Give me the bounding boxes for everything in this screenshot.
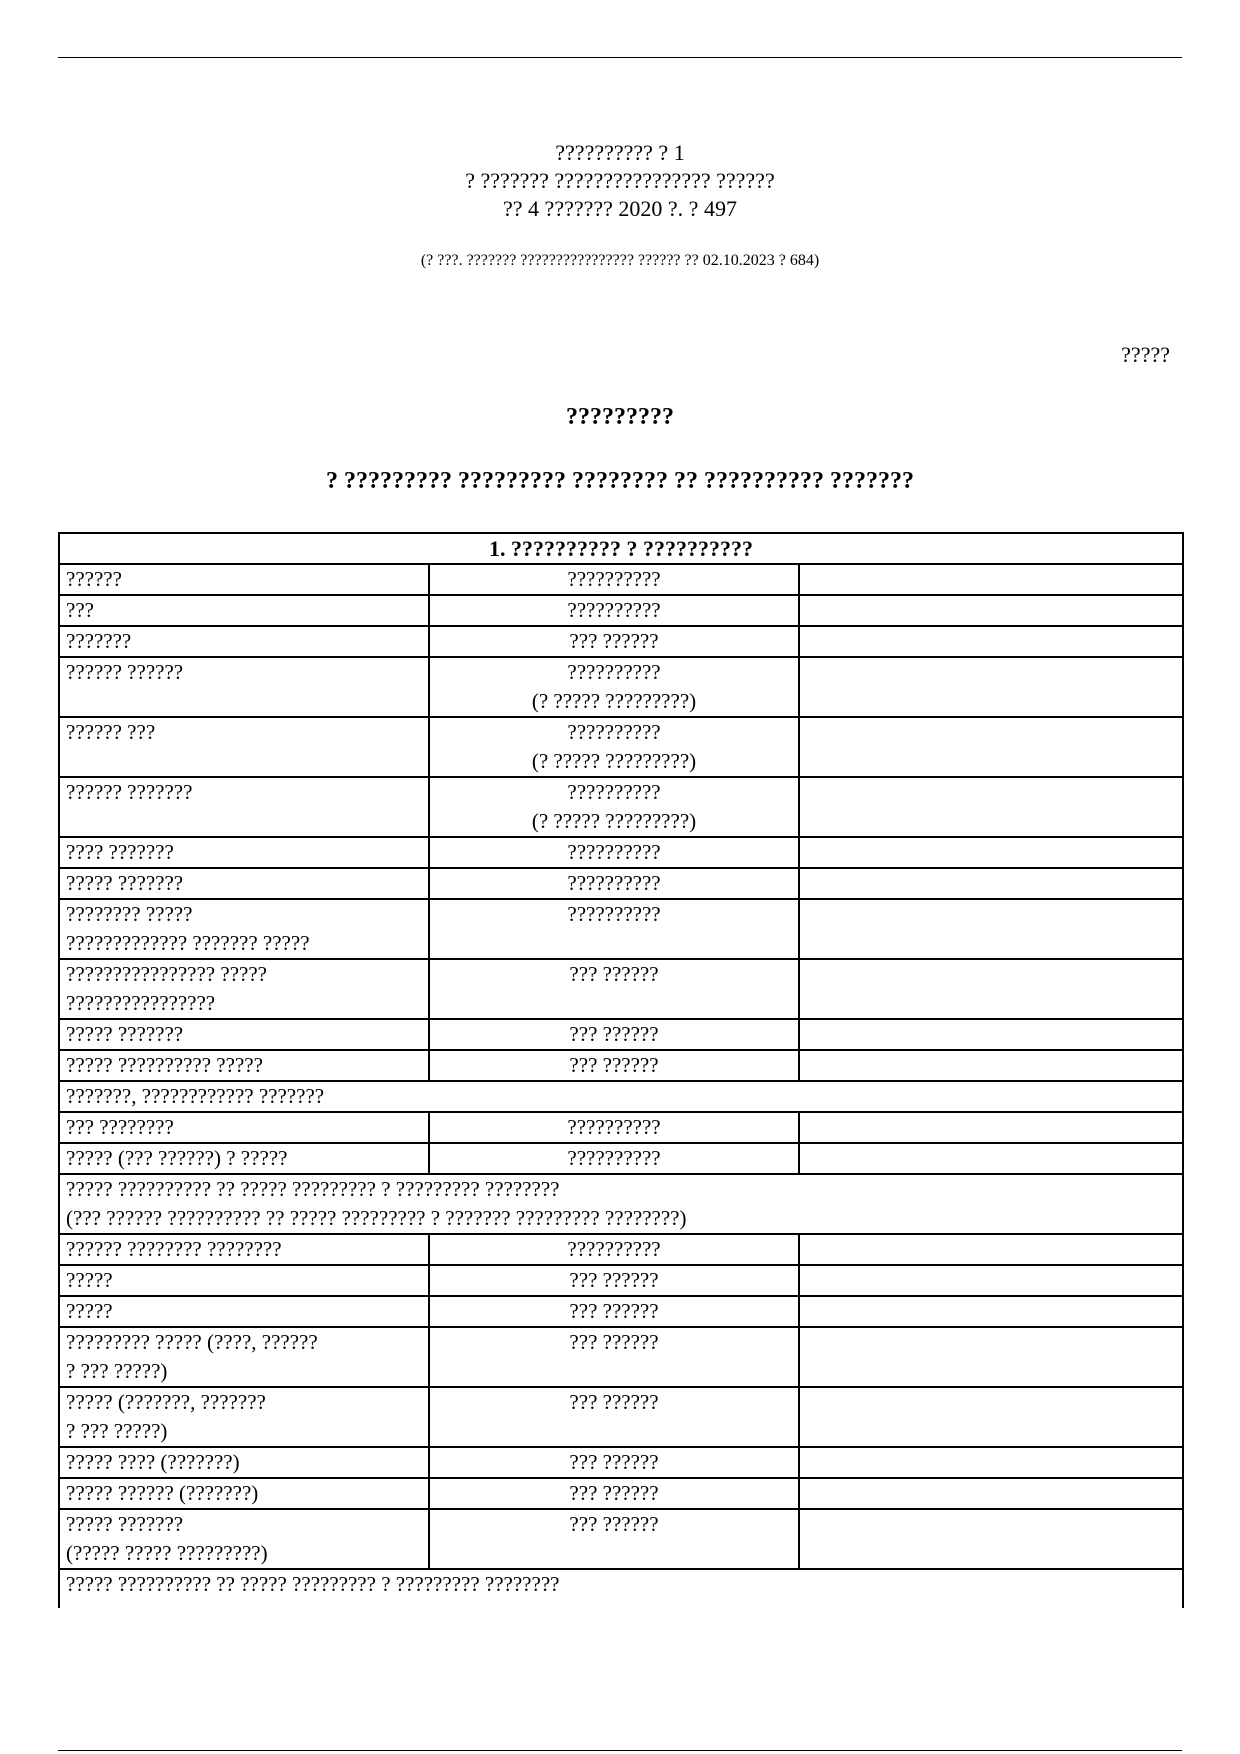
cell-line: ? ??? ?????)	[66, 1419, 168, 1443]
field-label-cell	[59, 1327, 429, 1387]
group-cell	[59, 1081, 1183, 1112]
cell-line: ??????????	[567, 1115, 661, 1139]
entry-cell[interactable]	[799, 595, 1183, 626]
requirement-cell	[429, 657, 799, 717]
requirement-cell	[429, 1387, 799, 1447]
entry-cell[interactable]	[799, 1112, 1183, 1143]
cell-line: (????? ????? ?????????)	[66, 1541, 268, 1565]
cell-line: ?????? ???????? ????????	[66, 1237, 282, 1261]
requirement-cell	[429, 777, 799, 837]
group-cell	[59, 1569, 1183, 1608]
requirement-cell	[429, 595, 799, 626]
order-date-number: ?? 4 ??????? 2020 ?. ? 497	[503, 196, 737, 221]
cell-line: ??????????	[567, 598, 661, 622]
field-label-cell	[59, 1296, 429, 1327]
cell-line: ???????	[66, 629, 132, 653]
cell-line: ????????????????	[66, 991, 216, 1015]
requirement-cell	[429, 717, 799, 777]
cell-line: ??????????	[567, 1237, 661, 1261]
requirement-cell	[429, 868, 799, 899]
cell-line: ???	[66, 598, 94, 622]
field-label-cell	[59, 868, 429, 899]
requirement-cell	[429, 1234, 799, 1265]
field-label-cell	[59, 626, 429, 657]
cell-line: ???? ???????	[66, 840, 174, 864]
cell-line: ??? ??????	[569, 1450, 659, 1474]
info-table	[58, 532, 1184, 1608]
cell-line: ??????????	[567, 902, 661, 926]
section-header: 1. ?????????? ? ??????????	[59, 533, 1183, 564]
requirement-cell	[429, 1447, 799, 1478]
table-row	[59, 1296, 1183, 1327]
entry-cell[interactable]	[799, 1447, 1183, 1478]
cell-line: ??? ??????	[569, 1330, 659, 1354]
cell-line: ??????????	[567, 871, 661, 895]
cell-line: ????? ?????????? ?? ????? ????????? ? ????????? ????????	[66, 1177, 560, 1201]
field-label-cell	[59, 899, 429, 959]
cell-line: ??? ??????	[569, 1481, 659, 1505]
cell-line: (? ????? ?????????)	[531, 749, 697, 773]
top-rule	[58, 57, 1182, 58]
table-row	[59, 1509, 1183, 1569]
table-row	[59, 868, 1183, 899]
cell-line: ????? ?????????? ?? ????? ????????? ? ????????? ????????	[66, 1572, 560, 1596]
cell-line: ?????? ???????	[66, 780, 193, 804]
entry-cell[interactable]	[799, 564, 1183, 595]
field-label-cell	[59, 1050, 429, 1081]
entry-cell[interactable]	[799, 837, 1183, 868]
cell-line: ????? (??? ??????) ? ?????	[66, 1146, 288, 1170]
cell-line: ????? ?????? (???????)	[66, 1481, 259, 1505]
requirement-cell	[429, 959, 799, 1019]
cell-line: ??? ??????	[569, 1299, 659, 1323]
requirement-cell	[429, 1327, 799, 1387]
cell-line: ??? ??????	[569, 1022, 659, 1046]
field-label-cell	[59, 1019, 429, 1050]
entry-cell[interactable]	[799, 777, 1183, 837]
field-label-cell	[59, 959, 429, 1019]
form-label: ?????	[1121, 342, 1170, 367]
document-subtitle: ? ????????? ????????? ???????? ?? ?????????? ???????	[326, 468, 914, 494]
field-label-cell	[59, 1112, 429, 1143]
table-row	[59, 564, 1183, 595]
cell-line: ?????? ???	[66, 720, 156, 744]
table-row	[59, 1327, 1183, 1387]
table-row	[59, 1050, 1183, 1081]
requirement-cell	[429, 837, 799, 868]
requirement-cell	[429, 1143, 799, 1174]
entry-cell[interactable]	[799, 1296, 1183, 1327]
requirement-cell	[429, 626, 799, 657]
table-group-row	[59, 1569, 1183, 1608]
table-group-row	[59, 1081, 1183, 1112]
cell-line: (? ????? ?????????)	[531, 689, 697, 713]
cell-line: ???????????????? ?????	[66, 962, 267, 986]
cell-line: ???????, ???????????? ???????	[66, 1084, 325, 1108]
entry-cell[interactable]	[799, 1019, 1183, 1050]
cell-line: ?????	[66, 1299, 113, 1323]
requirement-cell	[429, 1019, 799, 1050]
entry-cell[interactable]	[799, 1050, 1183, 1081]
entry-cell[interactable]	[799, 1478, 1183, 1509]
field-label-cell	[59, 1478, 429, 1509]
cell-line: ??????????	[567, 1146, 661, 1170]
cell-line: ??? ??????	[569, 1268, 659, 1292]
cell-line: ??? ??????	[569, 1390, 659, 1414]
cell-line: (? ????? ?????????)	[531, 809, 697, 833]
requirement-cell	[429, 1296, 799, 1327]
field-label-cell	[59, 717, 429, 777]
cell-line: ???????? ?????	[66, 902, 193, 926]
cell-line: ??????????	[567, 660, 661, 684]
requirement-cell	[429, 1050, 799, 1081]
table-row	[59, 1478, 1183, 1509]
requirement-cell	[429, 1478, 799, 1509]
table-row	[59, 777, 1183, 837]
table-row	[59, 1447, 1183, 1478]
cell-line: ??? ??????	[569, 629, 659, 653]
requirement-cell	[429, 899, 799, 959]
entry-cell[interactable]	[799, 1327, 1183, 1387]
requirement-cell	[429, 564, 799, 595]
entry-cell[interactable]	[799, 1234, 1183, 1265]
table-row	[59, 1265, 1183, 1296]
field-label-cell	[59, 1234, 429, 1265]
table-row	[59, 626, 1183, 657]
field-label-cell	[59, 595, 429, 626]
entry-cell[interactable]	[799, 959, 1183, 1019]
cell-line: (??? ?????? ?????????? ?? ????? ????????? ? ??????? ????????? ????????)	[66, 1206, 687, 1230]
table-row	[59, 1143, 1183, 1174]
cell-line: ????? ?????????? ?????	[66, 1053, 263, 1077]
table-row	[59, 837, 1183, 868]
field-label-cell	[59, 1265, 429, 1296]
field-label-cell	[59, 1509, 429, 1569]
cell-line: ????????? ????? (????, ??????	[66, 1330, 318, 1354]
cell-line: ????? ???????	[66, 1512, 184, 1536]
cell-line: ??? ??????	[569, 1512, 659, 1536]
field-label-cell	[59, 777, 429, 837]
table-group-row	[59, 1174, 1183, 1234]
cell-line: ??? ??????	[569, 962, 659, 986]
cell-line: ??????????	[567, 567, 661, 591]
entry-cell[interactable]	[799, 1387, 1183, 1447]
cell-line: ????? ???? (???????)	[66, 1450, 240, 1474]
entry-cell[interactable]	[799, 1265, 1183, 1296]
amendment-note: (? ???. ??????? ???????????????? ?????? ?? 02.10.2023 ? 684)	[420, 252, 820, 269]
table-row	[59, 657, 1183, 717]
table-row	[59, 899, 1183, 959]
bottom-rule	[58, 1750, 1182, 1751]
table-row	[59, 1387, 1183, 1447]
entry-cell[interactable]	[799, 1509, 1183, 1569]
group-cell	[59, 1174, 1183, 1234]
field-label-cell	[59, 837, 429, 868]
entry-cell[interactable]	[799, 657, 1183, 717]
cell-line: ? ??? ?????)	[66, 1359, 168, 1383]
field-label-cell	[59, 1447, 429, 1478]
entry-cell[interactable]	[799, 626, 1183, 657]
field-label-cell	[59, 564, 429, 595]
cell-line: ??????????	[567, 840, 661, 864]
cell-line: ??????????	[567, 720, 661, 744]
entry-cell[interactable]	[799, 868, 1183, 899]
entry-cell[interactable]	[799, 717, 1183, 777]
requirement-cell	[429, 1112, 799, 1143]
cell-line: ????? ???????	[66, 1022, 184, 1046]
requirement-cell	[429, 1509, 799, 1569]
cell-line: ????? ???????	[66, 871, 184, 895]
appendix-number: ?????????? ? 1	[555, 140, 685, 165]
requirement-cell	[429, 1265, 799, 1296]
table-row	[59, 1112, 1183, 1143]
table-row	[59, 1234, 1183, 1265]
entry-cell[interactable]	[799, 899, 1183, 959]
table-row	[59, 1019, 1183, 1050]
table-row	[59, 595, 1183, 626]
cell-line: ??????????	[567, 780, 661, 804]
cell-line: ?????? ??????	[66, 660, 184, 684]
cell-line: ??? ??????	[569, 1053, 659, 1077]
cell-line: ????????????? ??????? ?????	[66, 931, 310, 955]
cell-line: ??? ????????	[66, 1115, 174, 1139]
document-title: ?????????	[566, 404, 674, 430]
cell-line: ??????	[66, 567, 122, 591]
field-label-cell	[59, 657, 429, 717]
entry-cell[interactable]	[799, 1143, 1183, 1174]
appendix-reference: ? ??????? ???????????????? ??????	[465, 168, 775, 193]
field-label-cell	[59, 1143, 429, 1174]
table-row	[59, 717, 1183, 777]
cell-line: ????? (???????, ???????	[66, 1390, 266, 1414]
cell-line: ?????	[66, 1268, 113, 1292]
field-label-cell	[59, 1387, 429, 1447]
table-row	[59, 959, 1183, 1019]
